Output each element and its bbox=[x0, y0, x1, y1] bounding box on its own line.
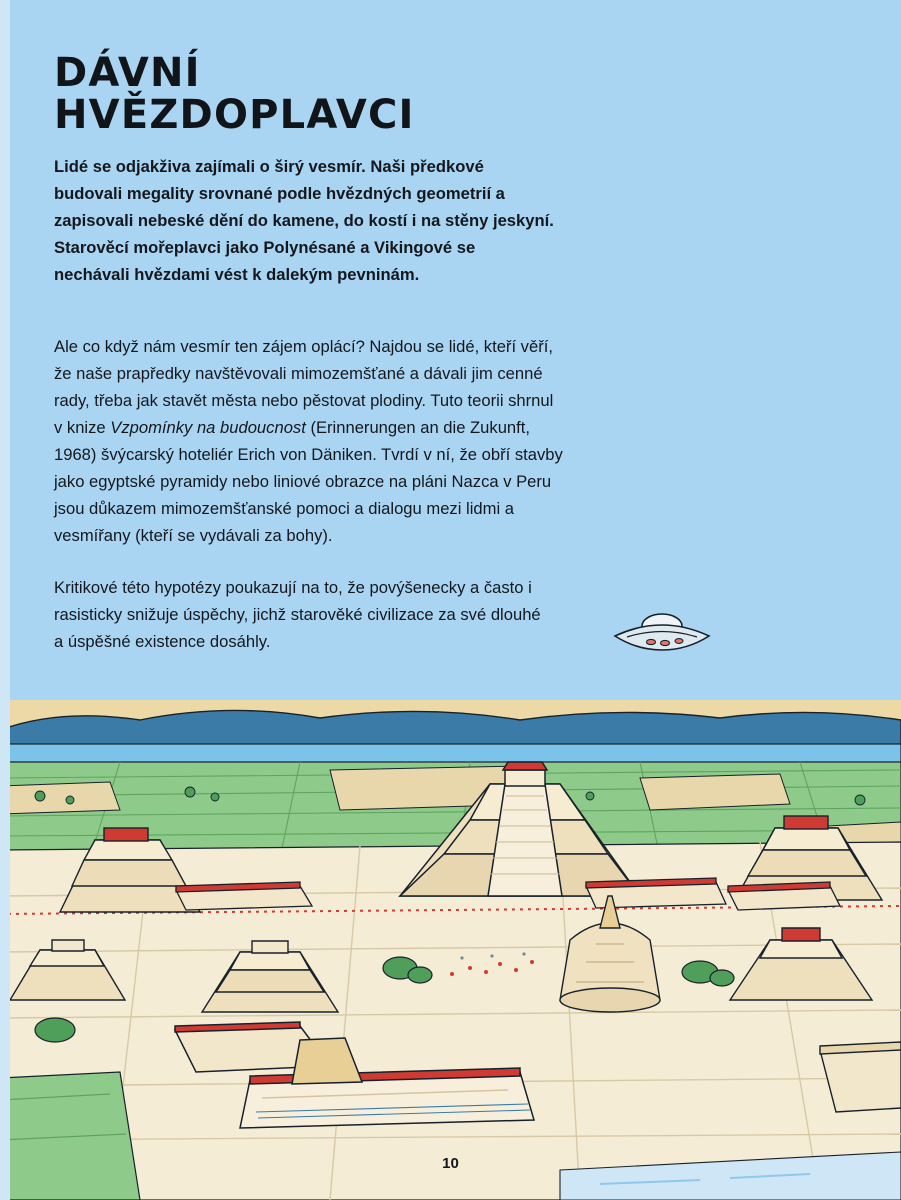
body-paragraph-2 bbox=[54, 334, 564, 549]
page-number: 10 bbox=[442, 1155, 459, 1172]
body-paragraph-2-part2: (Erinnerungen an die Zukunft, 1968) švýcarský hoteliér Erich von Däniken. Tvrdí v ní, že obří stavby jako egyptské pyramidy nebo liniové obrazce na pláni Nazca v Peru jsou důkazem mimozemšťanské pomoci a dialogu mezi lidmi a vesmířany (kteří se vydávali za bohy). bbox=[54, 418, 563, 545]
pyramid-city-illustration bbox=[0, 700, 901, 1200]
article-text-block bbox=[54, 52, 574, 656]
page-left-margin bbox=[0, 0, 10, 1200]
body-paragraph-3: Kritikové této hypotézy poukazují na to, že povýšenecky a často i rasisticky snižuje úspěchy, jichž starověké civilizace za své dlouhé a úspěšné existence dosáhly. bbox=[54, 578, 541, 652]
page-title: DÁVNÍ HVĚZDOPLAVCI bbox=[54, 50, 415, 138]
book-title-italic: Vzpomínky na budoucnost bbox=[110, 418, 306, 437]
lead-paragraph: Lidé se odjakživa zajímali o širý vesmír. Naši předkové budovali megality srovnané podle hvězdných geometrií a zapisovali nebeské dění do kamene, do kostí i na stěny jeskyní. Starověcí mořeplavci jako Polynésané a Vikingové se nechávali hvězdami vést k dalekým pevninám. bbox=[54, 157, 554, 284]
body-paragraph-2-part1: Ale co když nám vesmír ten zájem oplácí? Najdou se lidé, kteří věří, že naše prapředky navštěvovali mimozemšťané a dávali jim cenné rady, třeba jak stavět města nebo pěstovat plodiny. Tuto teorii shrnul v knize bbox=[54, 337, 554, 437]
ufo-icon bbox=[607, 604, 717, 658]
